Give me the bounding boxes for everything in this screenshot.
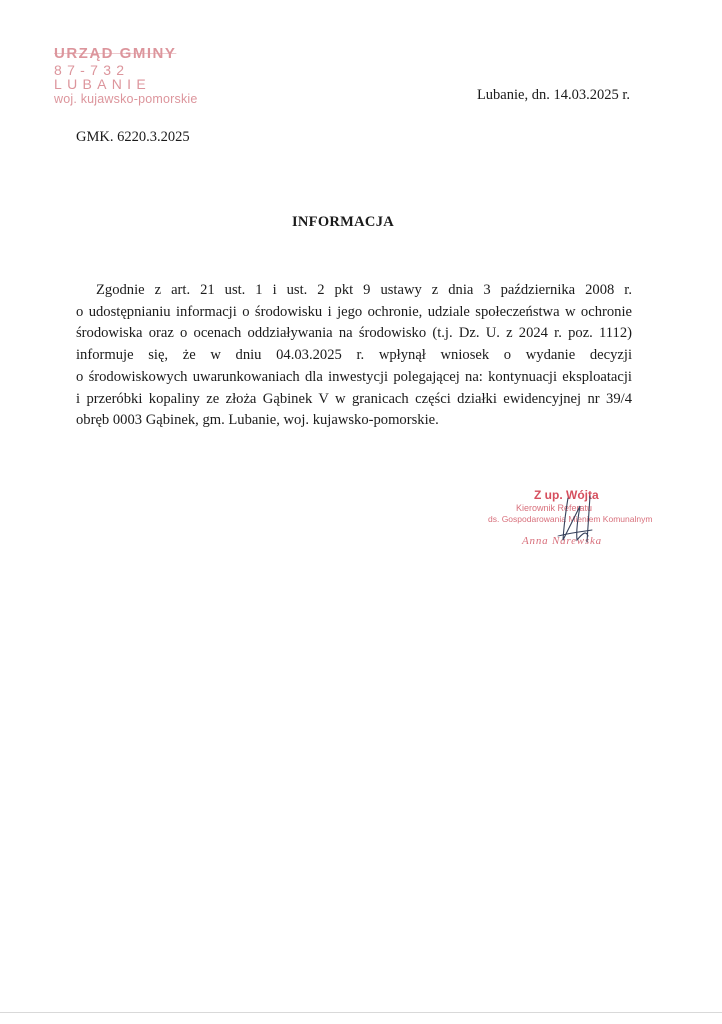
body-line: obręb 0003 Gąbinek, gm. Lubanie, woj. kujawsko-pomorskie. xyxy=(76,412,439,429)
signature-role: Kierownik Referatu xyxy=(516,503,593,513)
signature-authority: Z up. Wójta xyxy=(534,488,599,502)
signature-name: Anna Narewska xyxy=(522,535,602,547)
office-stamp xyxy=(54,46,234,106)
stamp-voivodeship: woj. kujawsko-pomorskie xyxy=(54,92,198,106)
body-line: środowiska oraz o ocenach oddziaływania na środowisko (t.j. Dz. U. z 2024 r. poz. 1112) xyxy=(76,325,632,342)
reference-number: GMK. 6220.3.2025 xyxy=(76,129,190,145)
handwritten-signature-icon xyxy=(530,490,620,550)
body-line: i przeróbki kopaliny ze złoża Gąbinek V w granicach części działki ewidencyjnej nr 39/4 xyxy=(76,390,632,407)
signature-block xyxy=(480,488,660,560)
stamp-office-name: URZĄD GMINY xyxy=(54,45,177,62)
signature-department: ds. Gospodarowania Mieniem Komunalnym xyxy=(488,514,653,524)
place-and-date: Lubanie, dn. 14.03.2025 r. xyxy=(476,87,630,103)
body-line: o środowiskowych uwarunkowaniach dla inwestycji polegającej na: kontynuacji eksploatacji xyxy=(76,368,632,385)
document-title: INFORMACJA xyxy=(291,214,395,230)
stamp-postal-address: 87-732 LUBANIE xyxy=(54,62,152,92)
body-line: informuje się, że w dniu 04.03.2025 r. wpłynął wniosek o wydanie decyzji xyxy=(76,347,632,364)
body-line: o udostępnianiu informacji o środowisku i jego ochronie, udziale społeczeństwa w ochronie xyxy=(76,303,632,320)
body-paragraph xyxy=(76,280,632,432)
body-line: Zgodnie z art. 21 ust. 1 i ust. 2 pkt 9 ustawy z dnia 3 października 2008 r. xyxy=(96,282,632,298)
scan-edge-divider xyxy=(0,1012,722,1013)
